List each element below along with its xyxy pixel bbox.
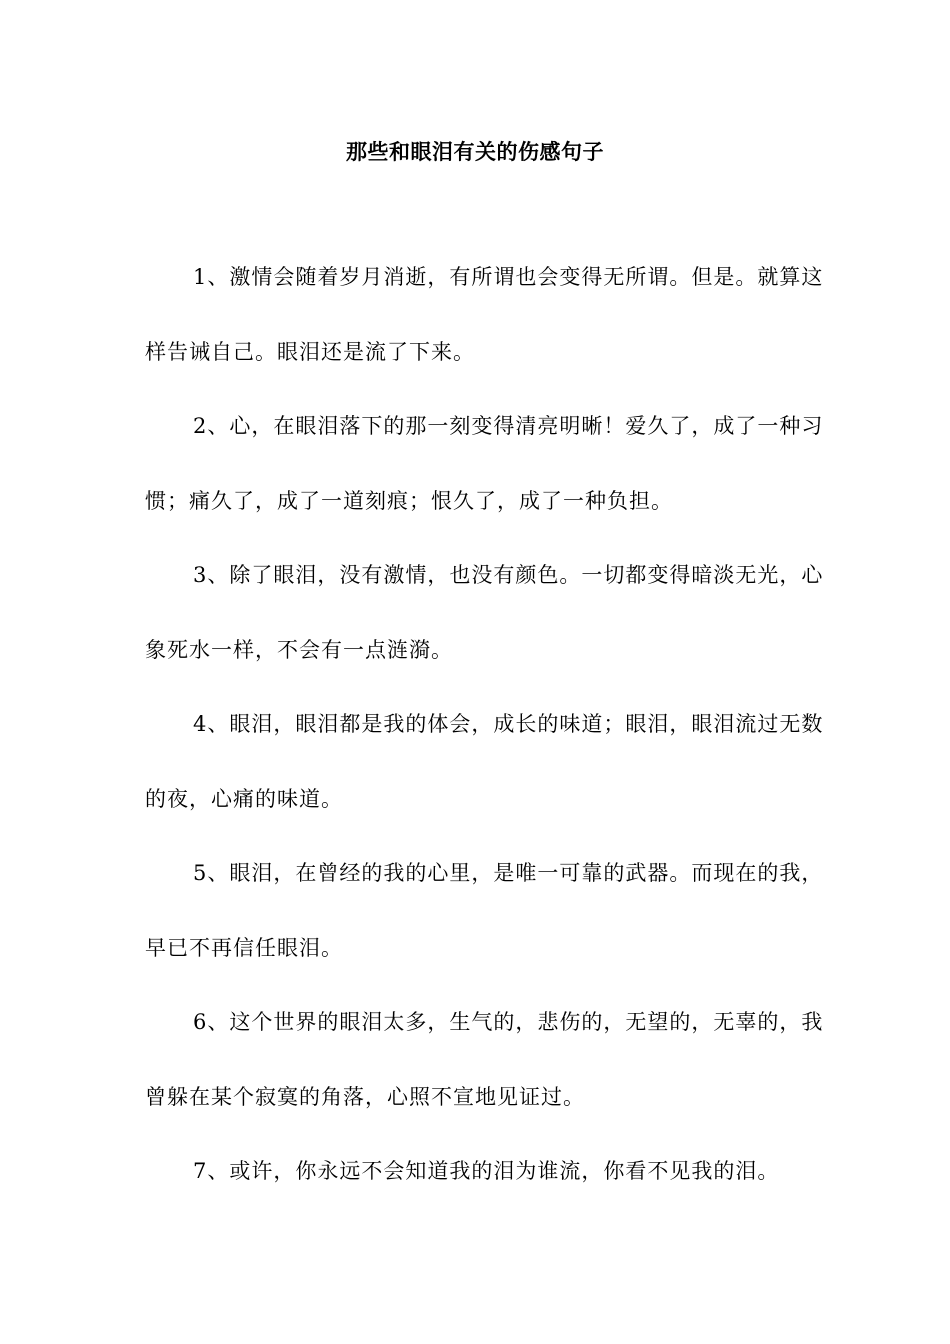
paragraph-2: 2、心，在眼泪落下的那一刻变得清亮明晰！爱久了，成了一种习惯；痛久了，成了一道刻痕；恨久了，成了一种负担。 xyxy=(145,414,824,513)
paragraph-1: 1、激情会随着岁月消逝，有所谓也会变得无所谓。但是。就算这样告诫自己。眼泪还是流了下来。 xyxy=(145,265,824,364)
paragraph-7: 7、或许，你永远不会知道我的泪为谁流，你看不见我的泪。 xyxy=(193,1159,780,1183)
paragraph-3: 3、除了眼泪，没有激情，也没有颜色。一切都变得暗淡无光，心象死水一样，不会有一点涟漪。 xyxy=(145,563,824,662)
paragraph-6: 6、这个世界的眼泪太多，生气的，悲伤的，无望的，无辜的，我曾躲在某个寂寞的角落，心照不宣地见证过。 xyxy=(145,1010,824,1109)
paragraph-5: 5、眼泪，在曾经的我的心里，是唯一可靠的武器。而现在的我，早已不再信任眼泪。 xyxy=(145,861,824,960)
document-title: 那些和眼泪有关的伤感句子 xyxy=(346,140,604,164)
paragraph-4: 4、眼泪，眼泪都是我的体会，成长的味道；眼泪，眼泪流过无数的夜，心痛的味道。 xyxy=(145,712,824,811)
document-body xyxy=(145,240,825,1209)
